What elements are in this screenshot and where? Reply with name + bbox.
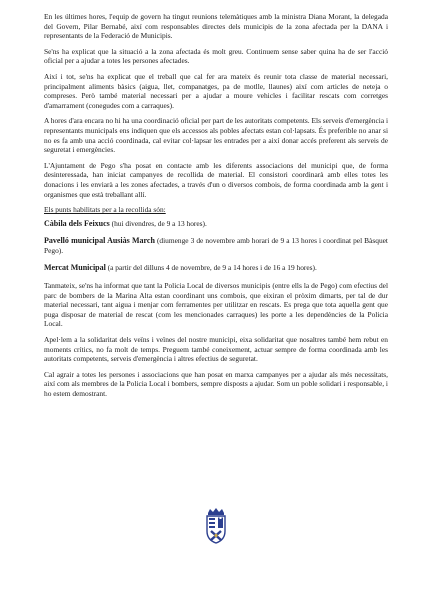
collection-point-detail: (diumenge 3 de novembre amb horari de 9 a 13 hores i coordinat pel Bàsquet Pego). — [44, 236, 388, 255]
paragraph-associations: L'Ajuntament de Pego s'ha posat en contacte amb les diferents associacions del municipi que, de forma desinteressada, han iniciat campanyes de recollida de material. El consistori coordinarà amb elles totes les donacions i les enviarà a les zones afectades, a través d'un o diversos combois, de forma coordinada amb la gent i organismes que està treballant allí. — [44, 160, 388, 199]
pego-coat-of-arms-icon — [202, 507, 230, 545]
paragraph-thanks: Cal agrair a totes les persones i associacions que han posat en marxa campanyes per a ajudar als més necessitats, així com als membres de la Policia Local i bombers, sempre disposts a ajudar. Som un poble solidari i responsable, i ho estem demostrant. — [44, 369, 388, 398]
paragraph-situation: Se'ns ha explicat que la situació a la zona afectada és molt greu. Continuem sense saber quina ha de ser l'acció oficial per a ajudar a totes les persones afectades. — [44, 46, 388, 66]
paragraph-solidarity: Apel·lem a la solidaritat dels veïns i veïnes del nostre municipi, eixa solidaritat que nosaltres també hem rebut en moments crítics, no fa molt de temps. Preguem també coneixement, actuar sempre de forma coordinada amb les autoritats competents, serveis d'emergència i altres efectius de seguretat. — [44, 335, 388, 364]
paragraph-coordination: A hores d'ara encara no hi ha una coordinació oficial per part de les autoritats competents. Els serveis d'emergència i representants municipals ens indiquen que els accessos als pobles afectats estan col·lapsats. És preferible no anar si no es fa amb una acció coordinada, cal evitar col·lapsar les entrades per a així donar accés preferent als serveis de seguretat i emergències. — [44, 116, 389, 155]
collection-point-name: Pavelló municipal Ausiàs March — [44, 236, 155, 246]
paragraph-convoys: Tanmateix, se'ns ha informat que tant la Policia Local de diversos municipis (entre ells la de Pego) com efectius del parc de bombers de la Marina Alta estan coordinant uns combois, que eixiran el pròxim dimarts, per tal de dur material necessari, tant aigua i menjar com ferramentes per utilitzar en rescats. Es prega que tota aquella gent que puga disposar de material de rescat (com les mencionades carraques) les porte a les dependències de la Policia Local. — [44, 281, 388, 329]
collection-point-item — [44, 219, 388, 229]
paragraph-meetings: En les últimes hores, l'equip de govern ha tingut reunions telemàtiques amb la ministra Diana Morant, la delegada del Govern, Pilar Bernabé, així com responsables directes dels municipis de la zona afectada per la DANA i representants de la Federació de Municipis. — [44, 12, 388, 41]
collection-point-item — [44, 263, 388, 273]
collection-point-item — [44, 236, 388, 255]
collection-points-heading: Els punts habilitats per a la recollida són: — [44, 205, 166, 215]
collection-point-detail: (hui divendres, de 9 a 13 hores). — [109, 218, 207, 228]
paragraph-materials: Així i tot, se'ns ha explicat que el treball que cal fer ara mateix és reunir tota classe de material necessari, principalment aliments bàsics (aigua, llet, companatges, pa de motlle, llaunes) així com articles de neteja o compreses. Però també material necessari per a ajudar a moure vehicles i facilitar rescats com corretges d'amarrament (conegudes com a carraques). — [44, 71, 388, 110]
collection-point-detail: (a partir del dilluns 4 de novembre, de 9 a 14 hores i de 16 a 19 hores). — [105, 263, 317, 273]
collection-point-name: Mercat Municipal — [44, 263, 106, 273]
document-body — [44, 12, 388, 405]
collection-point-name: Càbila dels Feixucs — [44, 218, 110, 228]
